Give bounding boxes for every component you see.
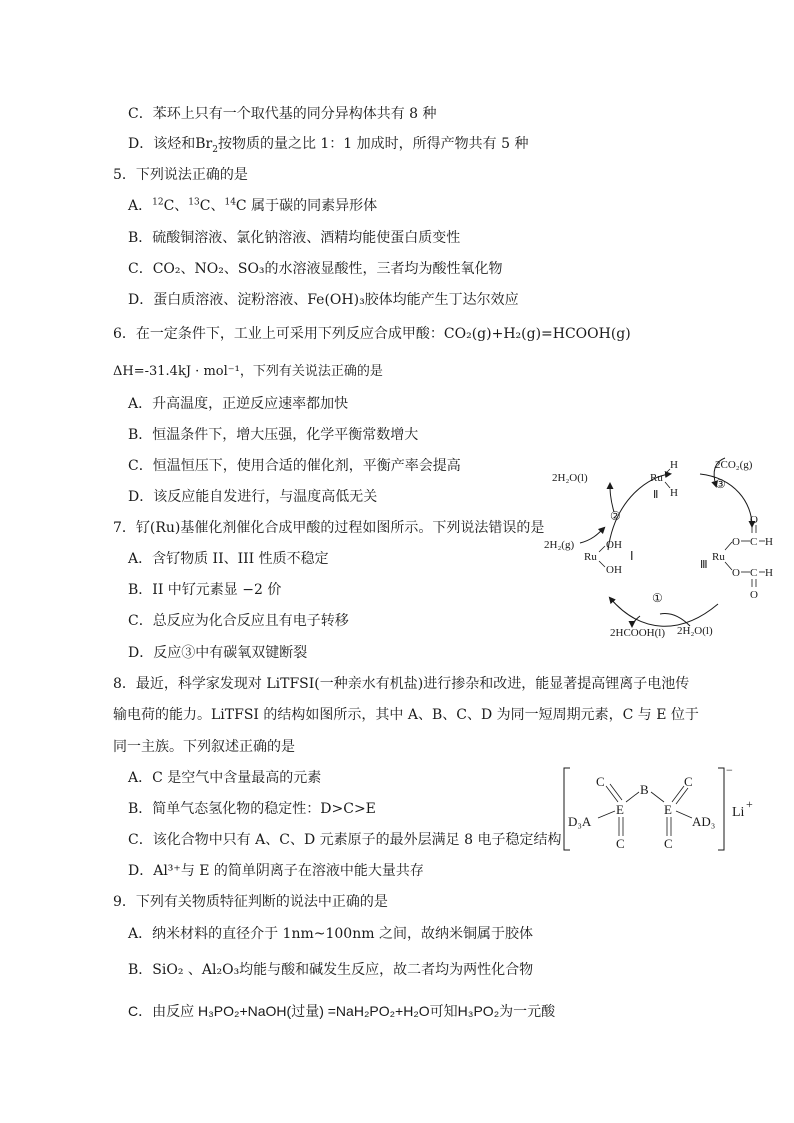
q5-element-c3: C <box>235 198 247 214</box>
species-ii-bond-2 <box>665 482 670 488</box>
q9-option-c: C．由反应 H₃PO₂+NaOH(过量) =NaH₂PO₂+H₂O可知H₃PO₂为一元酸 <box>128 1003 556 1019</box>
species-iii-o2: O <box>732 567 740 579</box>
bond-e-c-top-right-1 <box>672 786 684 802</box>
bracket-right <box>718 768 724 850</box>
bracket-left <box>564 768 570 850</box>
q7-option-b: B．II 中钌元素显 −2 价 <box>128 582 282 598</box>
q5-sep-1: 、 <box>174 198 189 214</box>
label-co2-in: 2CO₂(g) <box>715 459 753 471</box>
species-i-ru: Ru <box>584 551 597 563</box>
species-iii-o-top: O <box>750 514 758 526</box>
step-1-marker: ① <box>652 591 663 605</box>
struct-c-bottom-left: C <box>616 836 625 851</box>
litfsi-structure-diagram <box>560 764 760 856</box>
q7-stem: 7．钌(Ru)基催化剂催化合成甲酸的过程如图所示。下列说法错误的是 <box>113 520 545 536</box>
species-iii-bond-ru-o2 <box>725 562 732 570</box>
lithium-plus: + <box>746 797 753 811</box>
struct-c-top-right: C <box>684 774 693 789</box>
q6-option-a: A．升高温度，正逆反应速率都加快 <box>128 396 349 412</box>
q6-stem-text: 6．在一定条件下，工业上可采用下列反应合成甲酸： <box>113 326 444 342</box>
species-i-bond-1 <box>599 546 605 552</box>
q7-option-d: D．反应③中有碳氧双键断裂 <box>128 645 308 661</box>
struct-d3a-left: D₃A <box>568 814 592 829</box>
species-i-oh-top: OH <box>606 539 622 551</box>
species-iii-c2: C <box>750 567 758 579</box>
bond-e-c-top-left-1 <box>606 786 618 802</box>
ru-catalytic-cycle-diagram <box>540 448 790 648</box>
bond-e-a-right <box>676 811 692 818</box>
q8-stem-line-1: 8．最近，科学家发现对 LiTFSI(一种亲水有机盐)进行掺杂和改进，能显著提高锂离子电池传 <box>113 676 690 692</box>
q5-option-a-prefix: A． <box>128 198 153 214</box>
cycle-arc-bottom <box>610 598 718 626</box>
struct-e-right: E <box>664 802 672 817</box>
q5-option-d: D．蛋白质溶液、淀粉溶液、Fe(OH)₃胶体均能产生丁达尔效应 <box>128 292 519 308</box>
charge-minus: − <box>726 764 733 777</box>
species-ii-label: Ⅱ <box>653 489 659 501</box>
q9-option-b: B．SiO₂ 、Al₂O₃均能与酸和碱发生反应，故二者均为两性化合物 <box>128 962 534 978</box>
q5-sep-2: 、 <box>210 198 225 214</box>
cycle-arc-right <box>700 474 752 526</box>
q8-option-a: A．C 是空气中含量最高的元素 <box>128 770 322 786</box>
species-i-oh-bottom: OH <box>606 564 622 576</box>
species-iii-bond-ru-o1 <box>725 542 732 550</box>
q5-option-b: B．硫酸铜溶液、氯化钠溶液、酒精均能使蛋白质变性 <box>128 230 461 246</box>
q5-isotope-14: 14 <box>224 197 236 208</box>
q6-option-b: B．恒温条件下，增大压强，化学平衡常数增大 <box>128 427 419 443</box>
bond-e-c-top-left-2 <box>610 784 622 800</box>
species-iii-o1: O <box>732 536 740 548</box>
species-iii-ru: Ru <box>712 551 725 563</box>
q5-option-a <box>128 196 377 216</box>
step-2-marker: ② <box>610 509 621 523</box>
bond-e-a-left <box>598 811 615 818</box>
q5-isotope-12: 12 <box>152 197 164 208</box>
q6-stem <box>113 324 631 344</box>
bond-e-c-top-right-2 <box>676 788 688 804</box>
label-h2-in: 2H₂(g) <box>544 539 575 551</box>
arrow-h2o-out <box>610 484 614 512</box>
species-ii-ru: Ru <box>650 472 663 484</box>
struct-e-left: E <box>616 802 624 817</box>
struct-ad3-right: AD₃ <box>692 814 716 829</box>
step-3-marker: ③ <box>715 477 726 491</box>
q5-option-a-suffix: 属于碳的同素异形体 <box>246 198 378 214</box>
label-h2o-out: 2H₂O(l) <box>552 472 588 484</box>
q4-option-d-text-b: 按物质的量之比 1：1 加成时，所得产物共有 5 种 <box>217 136 529 152</box>
species-iii-h2: H <box>765 567 773 579</box>
q4-option-d-br: Br <box>195 136 213 152</box>
q8-stem-line-3: 同一主族。下列叙述正确的是 <box>113 739 295 755</box>
q4-option-d-sub: 2 <box>212 144 218 155</box>
q4-option-d-text-a: D．该烃和 <box>128 136 196 152</box>
species-ii-h-top: H <box>670 459 678 471</box>
arrow-h2-in <box>580 528 604 543</box>
species-i-bond-2 <box>599 561 605 567</box>
struct-c-bottom-right: C <box>664 836 673 851</box>
struct-c-top-left: C <box>596 774 605 789</box>
q4-option-d <box>128 134 528 154</box>
q7-option-a: A．含钌物质 II、III 性质不稳定 <box>128 551 329 567</box>
q8-stem-line-2: 输电荷的能力。LiTFSI 的结构如图所示，其中 A、B、C、D 为同一短周期元素，C 与 E 位于 <box>113 707 699 723</box>
q5-stem: 5．下列说法正确的是 <box>113 167 248 183</box>
q9-stem: 9．下列有关物质特征判断的说法中正确的是 <box>113 894 388 910</box>
q6-enthalpy: ΔH=-31.4kJ · mol⁻¹，下列有关说法正确的是 <box>113 364 383 379</box>
lithium-label: Li <box>732 805 745 820</box>
label-hcooh-out: 2HCOOH(l) <box>610 627 665 639</box>
species-ii-h-bottom: H <box>670 487 678 499</box>
q5-isotope-13: 13 <box>188 197 200 208</box>
q6-option-c: C．恒温恒压下，使用合适的催化剂，平衡产率会提高 <box>128 458 461 474</box>
species-iii-label: Ⅲ <box>700 559 708 571</box>
label-h2o-in: 2H₂O(l) <box>677 625 713 637</box>
q5-element-c2: C <box>199 198 211 214</box>
species-iii-h1: H <box>765 536 773 548</box>
q7-option-c: C．总反应为化合反应且有电子转移 <box>128 613 349 629</box>
species-iii-c1: C <box>750 536 758 548</box>
q8-option-c: C．该化合物中只有 A、C、D 元素原子的最外层满足 8 电子稳定结构 <box>128 832 562 848</box>
q6-equation: CO₂(g)+H₂(g)=HCOOH(g) <box>443 326 631 342</box>
q5-element-c1: C <box>163 198 175 214</box>
q4-option-c: C．苯环上只有一个取代基的同分异构体共有 8 种 <box>128 106 437 122</box>
struct-b: B <box>640 782 649 797</box>
bond-e-b-left <box>626 792 639 802</box>
q5-option-c: C．CO₂、NO₂、SO₃的水溶液显酸性，三者均为酸性氧化物 <box>128 261 503 277</box>
q8-option-b: B．简单气态氢化物的稳定性：D>C>E <box>128 801 376 817</box>
q9-option-a: A．纳米材料的直径介于 1nm~100nm 之间，故纳米铜属于胶体 <box>128 926 533 942</box>
q8-option-d: D．Al³⁺与 E 的简单阴离子在溶液中能大量共存 <box>128 863 424 879</box>
species-ii-bond-1 <box>665 469 670 474</box>
q6-option-d: D．该反应能自发进行，与温度高低无关 <box>128 489 378 505</box>
species-i-label: Ⅰ <box>630 549 634 563</box>
species-iii-o-bottom: O <box>750 589 758 601</box>
bond-b-e-right <box>651 792 664 802</box>
